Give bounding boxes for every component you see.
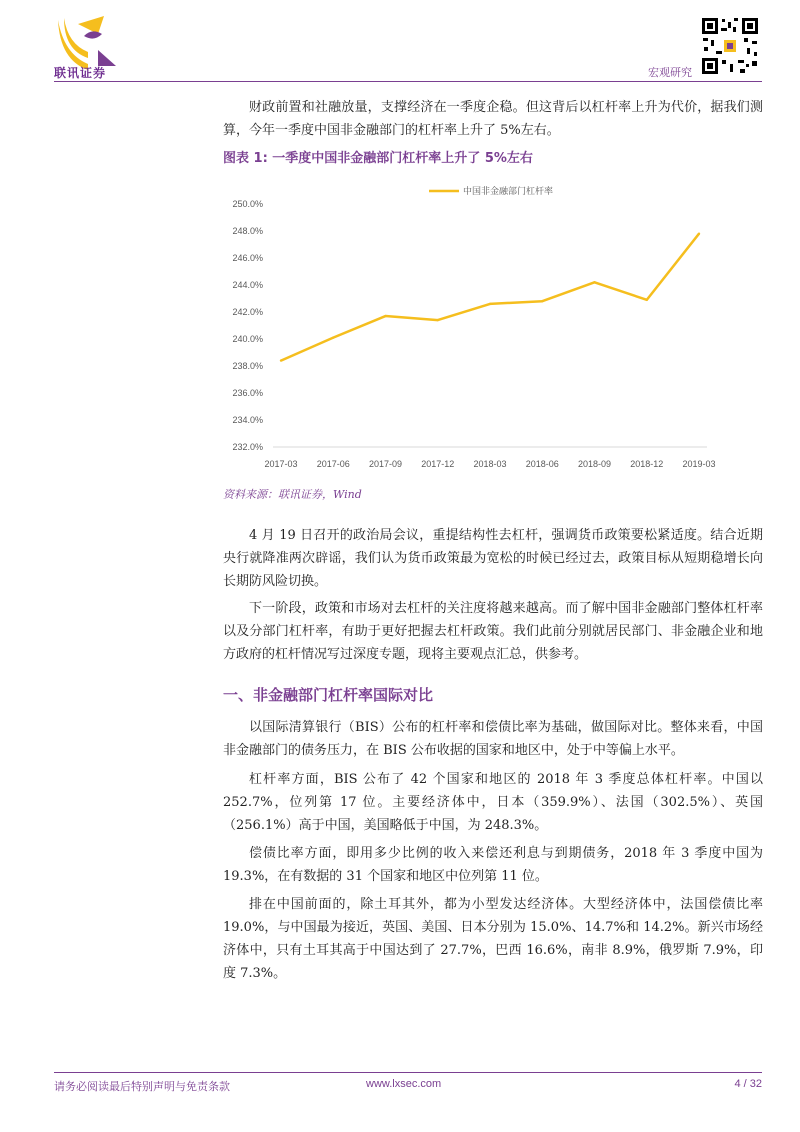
x-tick-label: 2017-03 <box>264 459 298 469</box>
y-tick-label: 246.0% <box>232 253 263 263</box>
header-divider <box>54 81 762 82</box>
x-tick-label: 2017-06 <box>316 459 350 469</box>
qr-code-icon <box>700 16 760 76</box>
data-point <box>384 315 386 317</box>
y-tick-label: 236.0% <box>232 388 263 398</box>
x-tick-label: 2018-12 <box>630 459 664 469</box>
series-line <box>281 234 699 361</box>
footer-divider <box>54 1072 762 1073</box>
y-tick-label: 242.0% <box>232 307 263 317</box>
figure-title: 图表 1: 一季度中国非金融部门杠杆率上升了 5%左右 <box>223 151 533 166</box>
y-tick-label: 234.0% <box>232 415 263 425</box>
paragraph-intro: 财政前置和社融放量，支撑经济在一季度企稳。但这背后以杠杆率上升为代价，据我们测算，今年一季度中国非金融部门的杠杆率上升了 5%左右。 <box>223 100 763 138</box>
data-point <box>332 336 334 338</box>
y-axis <box>232 199 263 452</box>
page-number: 4 / 32 <box>734 1078 762 1090</box>
line-chart <box>223 174 723 474</box>
x-tick-label: 2019-03 <box>682 459 716 469</box>
data-point <box>280 359 282 361</box>
x-tick-label: 2018-03 <box>473 459 507 469</box>
data-point <box>646 299 648 301</box>
figure-source: 资料来源：联讯证券，Wind <box>223 488 362 501</box>
x-tick-label: 2018-09 <box>577 459 612 469</box>
paragraph-leverage: 杠杆率方面，BIS 公布了 42 个国家和地区的 2018 年 3 季度总体杠杆率。中国以 252.7%，位列第 17 位。主要经济体中，日本（359.9%）、法国（302.5%）、英国（256.1%）高于中国，美国略低于中国，为 248.3%。 <box>223 772 763 833</box>
data-point <box>541 300 543 302</box>
y-tick-label: 232.0% <box>232 442 263 452</box>
y-tick-label: 250.0% <box>232 199 263 209</box>
logo-text: 联讯证券 <box>54 66 107 80</box>
paragraph-bis: 以国际清算银行（BIS）公布的杠杆率和偿债比率为基础，做国际对比。整体来看，中国非金融部门的债务压力，在 BIS 公布收据的国家和地区中，处于中等偏上水平。 <box>223 720 763 758</box>
x-tick-label: 2017-09 <box>368 459 403 469</box>
data-point <box>437 319 439 321</box>
footer-disclaimer: 请务必阅读最后特别声明与免责条款 <box>54 1080 230 1093</box>
x-axis <box>264 459 715 469</box>
y-tick-label: 238.0% <box>232 361 263 371</box>
y-tick-label: 244.0% <box>232 280 263 290</box>
data-point <box>593 281 595 283</box>
legend-label: 中国非金融部门杠杆率 <box>463 186 554 196</box>
y-tick-label: 248.0% <box>232 226 263 236</box>
data-point <box>698 233 700 235</box>
chart-legend <box>429 185 553 196</box>
paragraph-debt-service: 偿债比率方面，即用多少比例的收入来偿还利息与到期债务，2018 年 3 季度中国为 19.3%，在有数据的 31 个国家和地区中位列第 11 位。 <box>223 846 763 884</box>
paragraph-comparison: 排在中国前面的，除土耳其外，都为小型发达经济体。大型经济体中，法国偿债比率 19.0%，与中国最为接近，英国、美国、日本分别为 15.0%、14.7%和 14.2%。新兴市场经济体中，只有土耳其高于中国达到了 27.7%，巴西 16.6%，南非 8.9%，俄罗斯 7.9%，印度 7.3%。 <box>223 897 763 981</box>
paragraph-outlook: 下一阶段，政策和市场对去杠杆的关注度将越来越高。而了解中国非金融部门整体杠杆率以及分部门杠杆率，有助于更好把握去杠杆政策。我们此前分别就居民部门、非金融企业和地方政府的杠杆情况写过深度专题，现将主要观点汇总，供参考。 <box>223 601 763 662</box>
x-tick-label: 2018-06 <box>525 459 559 469</box>
y-tick-label: 240.0% <box>232 334 263 344</box>
section-heading: 一、非金融部门杠杆率国际对比 <box>223 686 434 704</box>
header-section-title: 宏观研究 <box>648 66 692 79</box>
paragraph-policy: 4 月 19 日召开的政治局会议，重提结构性去杠杆，强调货币政策要松紧适度。结合近期央行就降准两次辟谣，我们认为货币政策最为宽松的时候已经过去，政策目标从短期稳增长向长期防风险切换。 <box>223 528 763 589</box>
footer-url[interactable]: www.lxsec.com <box>366 1078 442 1090</box>
x-tick-label: 2017-12 <box>421 459 455 469</box>
data-point <box>489 303 491 305</box>
